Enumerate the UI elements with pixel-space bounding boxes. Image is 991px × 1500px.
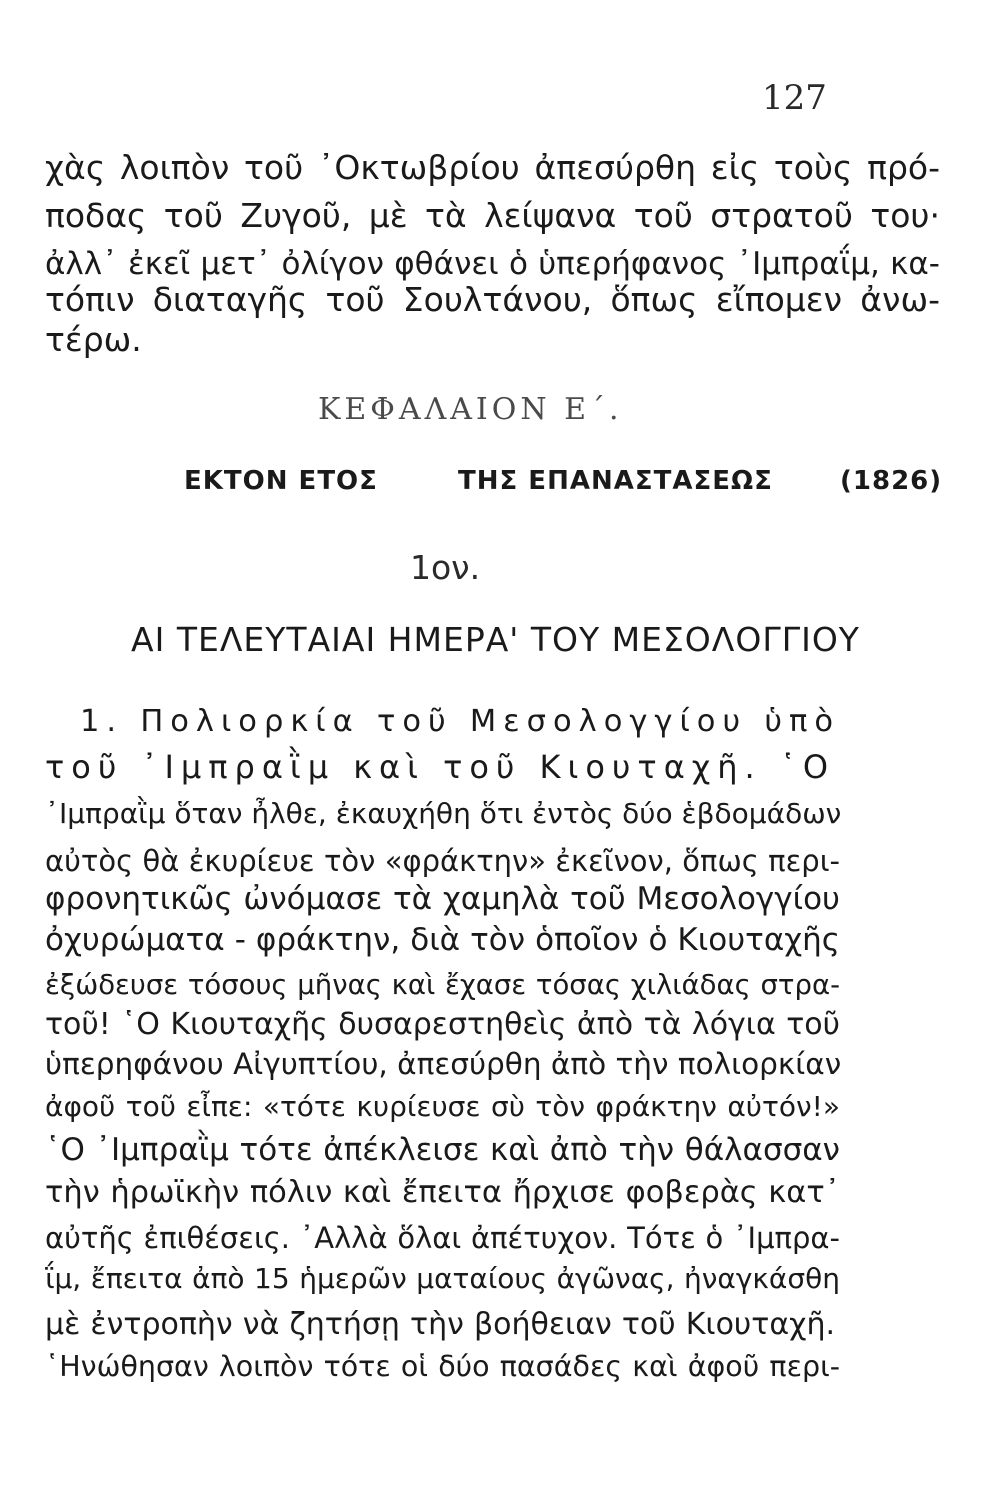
- subsection-number: 1ον.: [410, 548, 481, 587]
- body-line: ἐξώδευσε τόσους μῆνας καὶ ἔχασε τόσας χιλιάδας στρα-: [45, 969, 840, 1001]
- body-line: τοῦ ᾿Ιμπραῒμ καὶ τοῦ Κιουταχῆ. ῾Ο: [45, 748, 835, 786]
- body-line: αὐτῆς ἐπιθέσεις. ᾿Αλλὰ ὅλαι ἀπέτυχον. Τότε ὁ ᾿Ιμπρα-: [45, 1221, 840, 1255]
- section-title-year: (1826): [840, 466, 943, 496]
- intro-line: ἀλλ᾿ ἐκεῖ μετ᾿ ὀλίγον φθάνει ὁ ὑπερήφανος ᾿Ιμπραΐμ, κα-: [45, 246, 940, 282]
- chapter-label: ΚΕΦΑΛΑΙΟΝ Ε΄.: [318, 392, 623, 427]
- body-line: τὴν ἡρωϊκὴν πόλιν καὶ ἔπειτα ἤρχισε φοβερὰς κατ᾿: [45, 1175, 840, 1210]
- body-line: τοῦ! ῾Ο Κιουταχῆς δυσαρεστηθεὶς ἀπὸ τὰ λόγια τοῦ: [45, 1007, 840, 1042]
- body-line: ἀφοῦ τοῦ εἶπε: «τότε κυρίευσε σὺ τὸν φράκτην αὐτόν!»: [45, 1090, 840, 1123]
- body-line: αὐτὸς θὰ ἐκυρίευε τὸν «φράκτην» ἐκεῖνον, ὅπως περι-: [45, 844, 840, 878]
- intro-line: ποδας τοῦ Ζυγοῦ, μὲ τὰ λείψανα τοῦ στρατοῦ του·: [45, 196, 940, 235]
- body-line: μὲ ἐντροπὴν νὰ ζητήσῃ τὴν βοήθειαν τοῦ Κιουταχῆ.: [45, 1307, 835, 1342]
- intro-line: τόπιν διαταγῆς τοῦ Σουλτάνου, ὅπως εἴπομεν ἀνω-: [45, 280, 940, 319]
- body-line: ὀχυρώματα - φράκτην, διὰ τὸν ὁποῖον ὁ Κιουταχῆς: [45, 922, 840, 958]
- body-line: ὑπερηφάνου Αἰγυπτίου, ἀπεσύρθη ἀπὸ τὴν πολιορκίαν: [45, 1047, 842, 1081]
- body-line: 1. Πολιορκία τοῦ Μεσολογγίου ὑπὸ: [80, 704, 840, 739]
- body-line: ῾Ο ᾿Ιμπραῒμ τότε ἀπέκλεισε καὶ ἀπὸ τὴν θάλασσαν: [45, 1132, 840, 1168]
- body-line: ᾿Ιμπραῒμ ὅταν ἦλθε, ἐκαυχήθη ὅτι ἐντὸς δύο ἑβδομάδων: [45, 797, 842, 830]
- body-line: φρονητικῶς ὠνόμασε τὰ χαμηλὰ τοῦ Μεσολογγίου: [45, 881, 840, 917]
- intro-line: τέρω.: [45, 320, 142, 359]
- section-title-part: ΤΗΣ ΕΠΑΝΑΣΤΑΣΕΩΣ: [458, 466, 773, 496]
- page-number: 127: [762, 78, 827, 118]
- body-line: ῾Ηνώθησαν λοιπὸν τότε οἱ δύο πασάδες καὶ ἀφοῦ περι-: [45, 1350, 840, 1383]
- intro-line: χὰς λοιπὸν τοῦ ᾿Οκτωβρίου ἀπεσύρθη εἰς τοὺς πρό-: [45, 148, 940, 187]
- section-title-part: ΕΚΤΟΝ ΕΤΟΣ: [184, 466, 378, 496]
- chapter-heading: ΑΙ ΤΕΛΕΥΤΑΙΑΙ ΗΜΕΡΑ' ΤΟΥ ΜΕΣΟΛΟΓΓΙΟΥ: [131, 620, 860, 659]
- body-line: ΐμ, ἔπειτα ἀπὸ 15 ἡμερῶν ματαίους ἀγῶνας, ἠναγκάσθη: [45, 1262, 840, 1295]
